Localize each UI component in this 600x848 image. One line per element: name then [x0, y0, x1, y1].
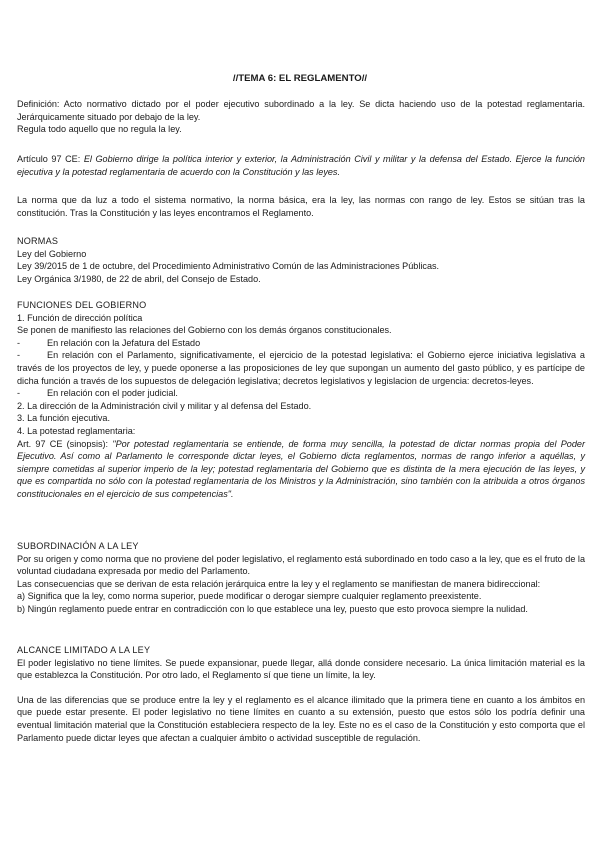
articulo97-section	[17, 153, 585, 178]
normas-item: Ley del Gobierno	[17, 248, 87, 259]
funciones-sub2	[17, 349, 585, 387]
alcance-p2: Una de las diferencias que se produce entre la ley y el reglamento es el alcance ilimitado que la primera tiene en cuanto a los ámbitos en que puede estar presente. El poder legislativo no tiene límites en cuanto a su extensión, puesto que estos sólo los podría definir una eventual limitación material que la Constitución estableciera respecto de la ley. Este no es el caso de la Constitución y esto comporta que el Parlamento puede dictar leyes que afectan a cualquier ámbito o actividad susceptible de regulación.	[17, 694, 585, 743]
funciones-sub3-text: En relación con el poder judicial.	[47, 388, 178, 399]
normas-item: Ley 39/2015 de 1 de octubre, del Procedimiento Administrativo Común de las Administraciones Públicas.	[17, 261, 440, 272]
norma-text: La norma que da luz a todo el sistema normativo, la norma básica, era la ley, las normas con rango de ley. Estos se sitúan tras la constitución. Tras la Constitución y las leyes encontramos el Reglamento.	[17, 195, 585, 218]
funciones-section	[17, 299, 585, 501]
normas-heading: NORMAS	[17, 236, 59, 246]
definicion-line2: Regula todo aquello que no regula la ley.	[17, 124, 182, 135]
subordinacion-section	[17, 540, 585, 616]
art97-sinopsis-quote: "Por potestad reglamentaria se entiende, de forma muy sencilla, la potestad de dictar normas propia del Poder Ejecutivo. Así como al Parlamento le corresponde dictar leyes, el Gobierno dicta reglamentos, normas de rango inferior a aquéllas, y siempre cometidas al superior imperio de la ley; potestad reglamentaria del Gobierno que es distinta de la mera ejecución de las leyes, y que es compartida no sólo con la potestad reglamentaria de los Ministros y la Administración, sino también con la atribuida a otros órganos constitucionales en el ejercicio de sus competencias".	[17, 438, 585, 499]
subordinacion-heading: SUBORDINACIÓN A LA LEY	[17, 541, 139, 551]
subordinacion-p2: Las consecuencias que se derivan de esta relación jerárquica entre la ley y el reglamento se manifiestan de manera bidireccional:	[17, 578, 541, 589]
funciones-item4: 4. La potestad reglamentaria:	[17, 425, 136, 436]
funciones-intro: Se ponen de manifiesto las relaciones del Gobierno con los demás órganos constitucionales.	[17, 325, 392, 336]
funciones-item3: 3. La función ejecutiva.	[17, 413, 111, 424]
alcance-p1: El poder legislativo no tiene límites. Se puede expansionar, puede llegar, allá donde considere necesario. La única limitación material es la que establezca la Constitución. Por otro lado, el Reglamento sí que tiene un límite, la ley.	[17, 657, 585, 681]
definicion-text: Definición: Acto normativo dictado por el poder ejecutivo subordinado a la ley. Se dicta haciendo uso de la potestad reglamentaria. Jerárquicamente situado por debajo de la ley.	[17, 99, 585, 122]
dash-marker: -	[17, 337, 21, 348]
document-title: //TEMA 6: EL REGLAMENTO//	[232, 73, 368, 84]
alcance-section	[17, 644, 585, 744]
dash-marker: -	[17, 388, 21, 399]
art97-sinopsis-label: Art. 97 CE (sinopsis):	[17, 438, 113, 449]
subordinacion-p1: Por su origen y como norma que no proviene del poder legislativo, el reglamento está subordinado en todo caso a la ley, que es el fruto de la voluntad ciudadana expresada por medio del Parlamento.	[17, 553, 585, 577]
articulo97-paragraph	[17, 153, 585, 178]
funciones-item2: 2. La dirección de la Administración civil y militar y al defensa del Estado.	[17, 400, 312, 411]
funciones-sub3	[17, 387, 585, 400]
articulo97-label: Artículo 97 CE:	[17, 154, 84, 164]
dash-marker: -	[17, 350, 21, 361]
articulo97-text: El Gobierno dirige la política interior y exterior, la Administración Civil y militar y la defensa del Estado. Ejerce la función ejecutiva y la potestad reglamentaria de acuerdo con la Constitución y las leyes.	[17, 154, 585, 177]
subordinacion-b: b) Ningún reglamento puede entrar en contradicción con lo que establece una ley, puesto que esto provoca siempre la nulidad.	[17, 603, 528, 614]
funciones-art97-paragraph	[17, 438, 585, 501]
subordinacion-a: a) Significa que la ley, como norma superior, puede modificar o derogar siempre cualquier reglamento preexistente.	[17, 591, 482, 602]
funciones-sub1-text: En relación con la Jefatura del Estado	[47, 337, 201, 348]
alcance-heading: ALCANCE LIMITADO A LA LEY	[17, 645, 151, 655]
normas-section	[17, 235, 585, 285]
norma-section	[17, 194, 585, 219]
funciones-item1: 1. Función de dirección política	[17, 312, 143, 323]
funciones-sub1	[17, 337, 585, 350]
normas-item: Ley Orgánica 3/1980, de 22 de abril, del Consejo de Estado.	[17, 273, 261, 284]
funciones-heading: FUNCIONES DEL GOBIERNO	[17, 300, 147, 310]
funciones-sub2-text: En relación con el Parlamento, significativamente, el ejercicio de la potestad legislativa: el Gobierno ejerce iniciativa legislativa a través de los proyectos de ley, y puede oponerse a las proposiciones de ley que supongan un aumento del gasto público, y es partícipe de dicha función a través de los supuestos de delegación legislativa; decretos legislativos y legislacion de urgencia: decretos-leyes.	[17, 350, 585, 386]
definicion-section	[17, 98, 585, 136]
